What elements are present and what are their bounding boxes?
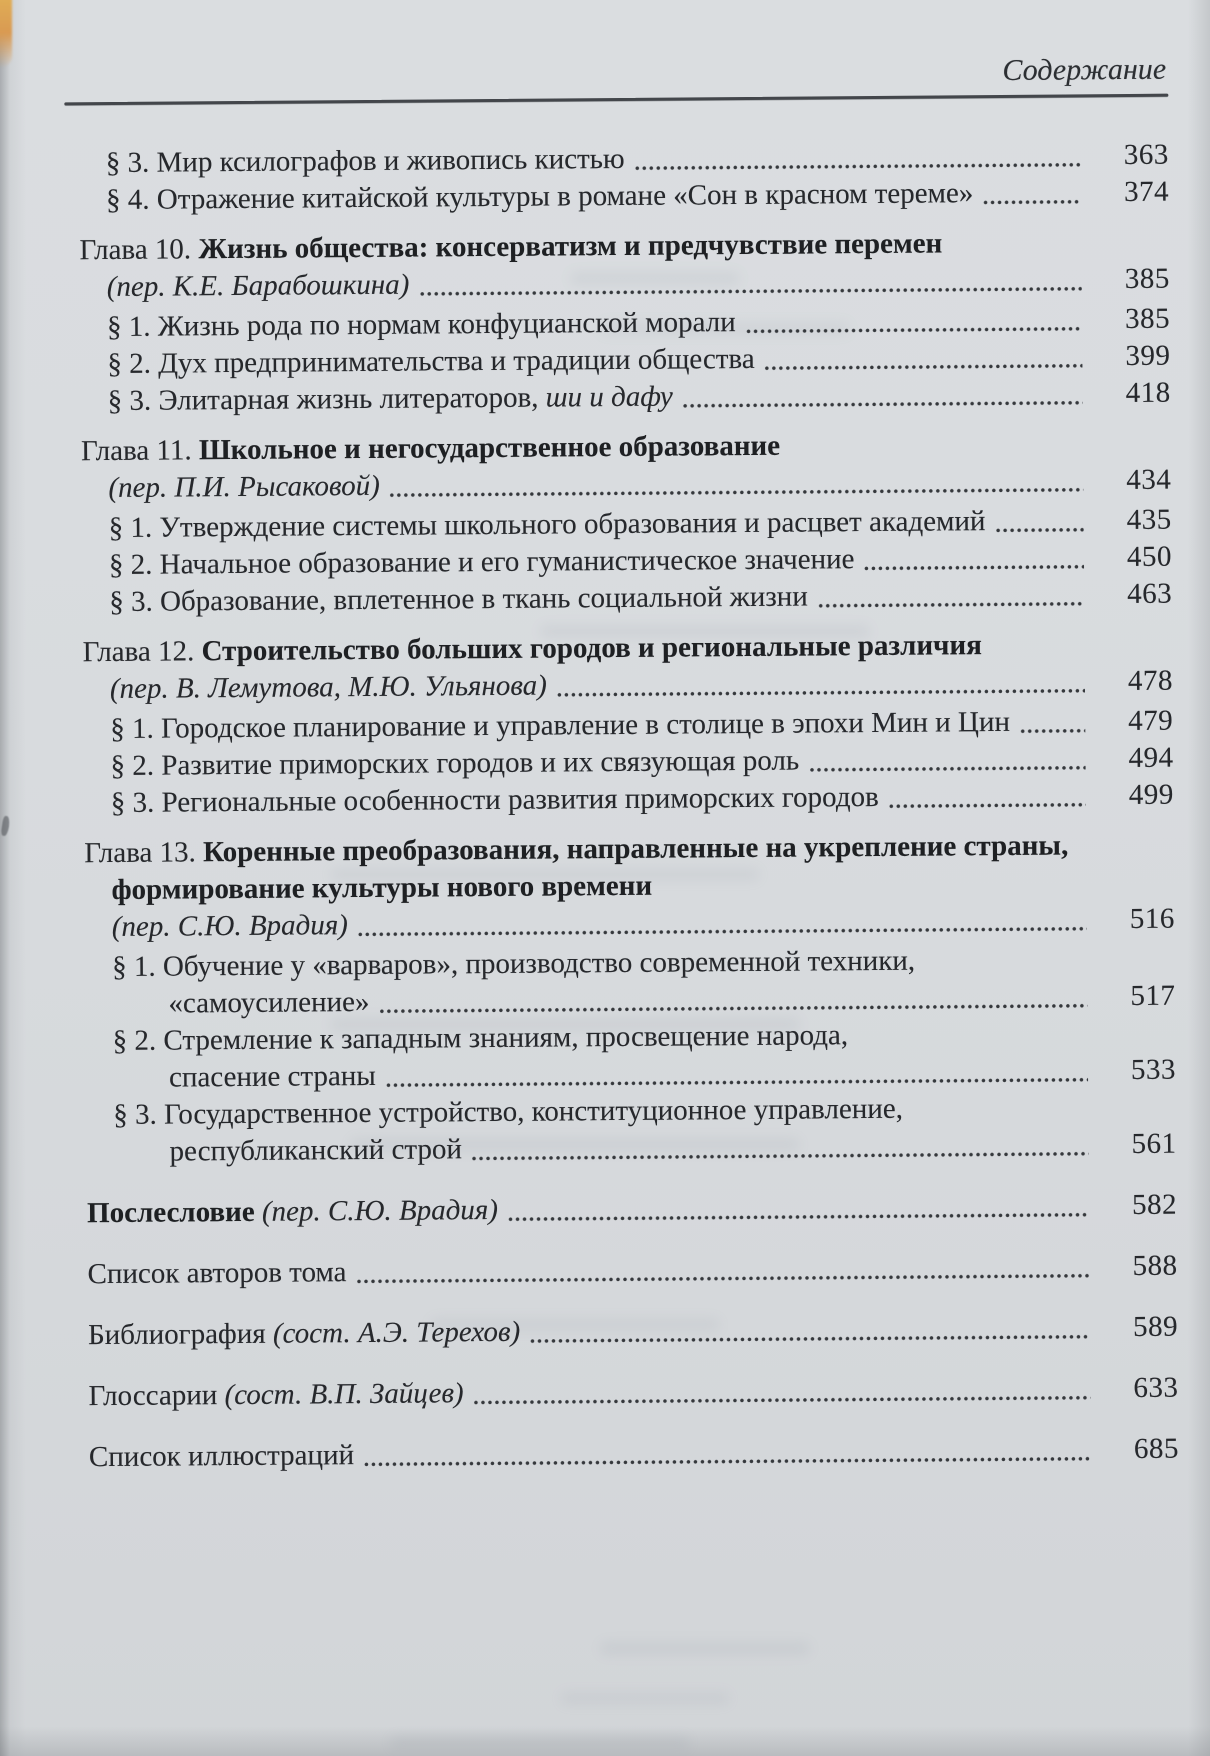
page-title: Содержание: [1002, 52, 1167, 87]
toc-line: [74, 1309, 1178, 1355]
dot-leader: [746, 326, 1082, 334]
page-number: 435: [1126, 503, 1172, 537]
page-number: 399: [1125, 339, 1171, 373]
dot-leader: [364, 1456, 1091, 1467]
toc: [65, 137, 1179, 1477]
dot-leader: [508, 1212, 1089, 1222]
toc-text: республиканский строй: [169, 1133, 463, 1168]
toc-text: Список иллюстраций: [88, 1439, 355, 1474]
dot-leader: [474, 1395, 1091, 1405]
dot-leader: [358, 926, 1087, 937]
toc-line: [69, 663, 1173, 709]
page-number: 516: [1129, 902, 1175, 935]
page-corner-artifact: [0, 0, 12, 68]
page-content: [64, 52, 1179, 1477]
bleed-through-artifact: [390, 1736, 690, 1749]
toc-text: (пер. К.Е. Барабошкина): [106, 268, 410, 304]
page-number: 582: [1131, 1188, 1178, 1221]
toc-text: (пер. П.И. Рысаковой): [108, 469, 380, 504]
toc-text: § 1. Утверждение системы школьного образования и расцвет академий: [108, 505, 986, 544]
toc-entry-back: [74, 1309, 1178, 1355]
toc-line: [75, 1431, 1179, 1477]
toc-text: формирование культуры нового времени: [111, 869, 653, 906]
toc-text: § 1. Жизнь рода по нормам конфуцианской морали: [106, 306, 736, 344]
toc-entry-section: [67, 375, 1171, 421]
toc-line: [70, 777, 1174, 823]
page-number: 633: [1133, 1371, 1179, 1404]
dot-leader: [472, 1151, 1089, 1161]
dot-leader: [530, 1334, 1090, 1343]
page-number: 517: [1130, 979, 1176, 1012]
toc-text: § 3. Элитарная жизнь литераторов, ши и дафу: [107, 380, 673, 418]
page-number: 533: [1130, 1053, 1177, 1086]
page-number: 385: [1124, 302, 1171, 336]
toc-entry-section: [71, 941, 1176, 1024]
toc-entry-section: [72, 1015, 1177, 1098]
toc-line: [68, 576, 1172, 622]
page-number: 434: [1126, 463, 1172, 497]
toc-text: § 3. Образование, вплетенное в ткань социальной жизни: [109, 580, 808, 618]
toc-entry-section: [72, 1089, 1177, 1172]
dot-leader: [995, 527, 1083, 533]
page-number: 479: [1128, 704, 1174, 737]
toc-entry-section: [70, 777, 1174, 823]
dot-leader: [557, 688, 1085, 697]
toc-line: [71, 901, 1175, 947]
toc-entry-chapter: [70, 827, 1175, 947]
dot-leader: [809, 765, 1085, 772]
toc-line: [72, 1126, 1176, 1172]
toc-text: (пер. В. Лемутова, М.Ю. Ульянова): [109, 669, 547, 705]
toc-text: Послесловие (пер. С.Ю. Врадия): [86, 1193, 499, 1230]
page-number: 363: [1123, 138, 1169, 172]
dot-leader: [386, 1077, 1088, 1088]
bleed-through-artifact: [560, 1692, 730, 1705]
page-number: 685: [1133, 1432, 1180, 1465]
toc-entry-back: [73, 1187, 1177, 1233]
page-number: 499: [1128, 778, 1174, 811]
toc-text: § 3. Мир ксилографов и живопись кистью: [105, 142, 625, 180]
toc-text: спасение страны: [168, 1059, 376, 1094]
toc-text: Глава 12. Строительство больших городов и региональные различия: [82, 629, 982, 669]
toc-entry-chapter: [67, 425, 1172, 508]
toc-text: § 1. Городское планирование и управление в столице в эпохи Мин и Цин: [110, 705, 1011, 745]
dot-leader: [379, 1003, 1087, 1014]
page-number: 385: [1124, 262, 1170, 296]
toc-text: Глоссарии (сост. В.П. Зайцев): [88, 1377, 464, 1413]
toc-text: § 4. Отражение китайской культуры в романе «Сон в красном тереме»: [105, 177, 974, 217]
toc-line: [67, 375, 1171, 421]
dot-leader: [983, 199, 1081, 205]
toc-line: [67, 462, 1171, 508]
toc-entry-back: [73, 1248, 1177, 1294]
dot-leader: [765, 363, 1083, 370]
toc-text: § 2. Дух предпринимательства и традиции общества: [107, 342, 755, 381]
dot-leader: [683, 400, 1083, 408]
toc-text: § 3. Государственное устройство, конституционное управление,: [113, 1092, 904, 1131]
dot-leader: [864, 564, 1084, 571]
toc-text: § 1. Обучение у «варваров», производство современной техники,: [112, 944, 916, 983]
page-edge-mark: [1, 816, 11, 837]
toc-entry-chapter: [69, 626, 1174, 709]
dot-leader: [1020, 728, 1085, 734]
dot-leader: [419, 286, 1081, 296]
dot-leader: [357, 1273, 1090, 1284]
page-number: 494: [1128, 741, 1174, 774]
toc-text: § 3. Региональные особенности развития приморских городов: [110, 780, 879, 819]
toc-text: Список авторов тома: [87, 1256, 347, 1291]
page-number: 374: [1123, 175, 1170, 209]
toc-line: [73, 1187, 1177, 1233]
toc-line: [66, 261, 1170, 307]
page-number: 418: [1125, 376, 1171, 410]
page-number: 478: [1127, 664, 1174, 697]
toc-line: [73, 1248, 1177, 1294]
toc-text: Глава 13. Коренные преобразования, направленные на укрепление страны,: [84, 829, 1069, 870]
toc-text: Глава 11. Школьное и негосударственное образование: [80, 429, 781, 468]
dot-leader: [390, 487, 1084, 497]
dot-leader: [889, 802, 1086, 809]
toc-text: § 2. Начальное образование и его гуманистическое значение: [108, 543, 855, 581]
page-number: 561: [1131, 1127, 1177, 1160]
toc-entry-back: [74, 1370, 1178, 1416]
toc-entry-chapter: [65, 224, 1170, 307]
toc-entry-section: [65, 174, 1169, 220]
page-number: 589: [1132, 1310, 1179, 1343]
toc-entry-back: [75, 1431, 1179, 1477]
toc-entry-section: [68, 576, 1172, 622]
toc-text: Библиография (сост. А.Э. Терехов): [87, 1315, 521, 1352]
page-number: 588: [1132, 1249, 1178, 1282]
bleed-through-artifact: [600, 1642, 810, 1655]
dot-leader: [635, 162, 1081, 171]
header-rule: [64, 94, 1168, 106]
toc-text: «самоусиление»: [168, 985, 370, 1020]
toc-line: [74, 1370, 1178, 1416]
toc-text: § 2. Развитие приморских городов и их связующая роль: [110, 744, 800, 782]
page-number: 450: [1126, 540, 1173, 574]
toc-text: (пер. С.Ю. Врадия): [111, 909, 349, 943]
dot-leader: [818, 601, 1084, 608]
toc-text: Глава 10. Жизнь общества: консерватизм и предчувствие перемен: [79, 227, 943, 267]
toc-line: [65, 174, 1169, 220]
toc-text: § 2. Стремление к западным знаниям, просвещение народа,: [112, 1019, 849, 1057]
page-number: 463: [1127, 577, 1173, 611]
